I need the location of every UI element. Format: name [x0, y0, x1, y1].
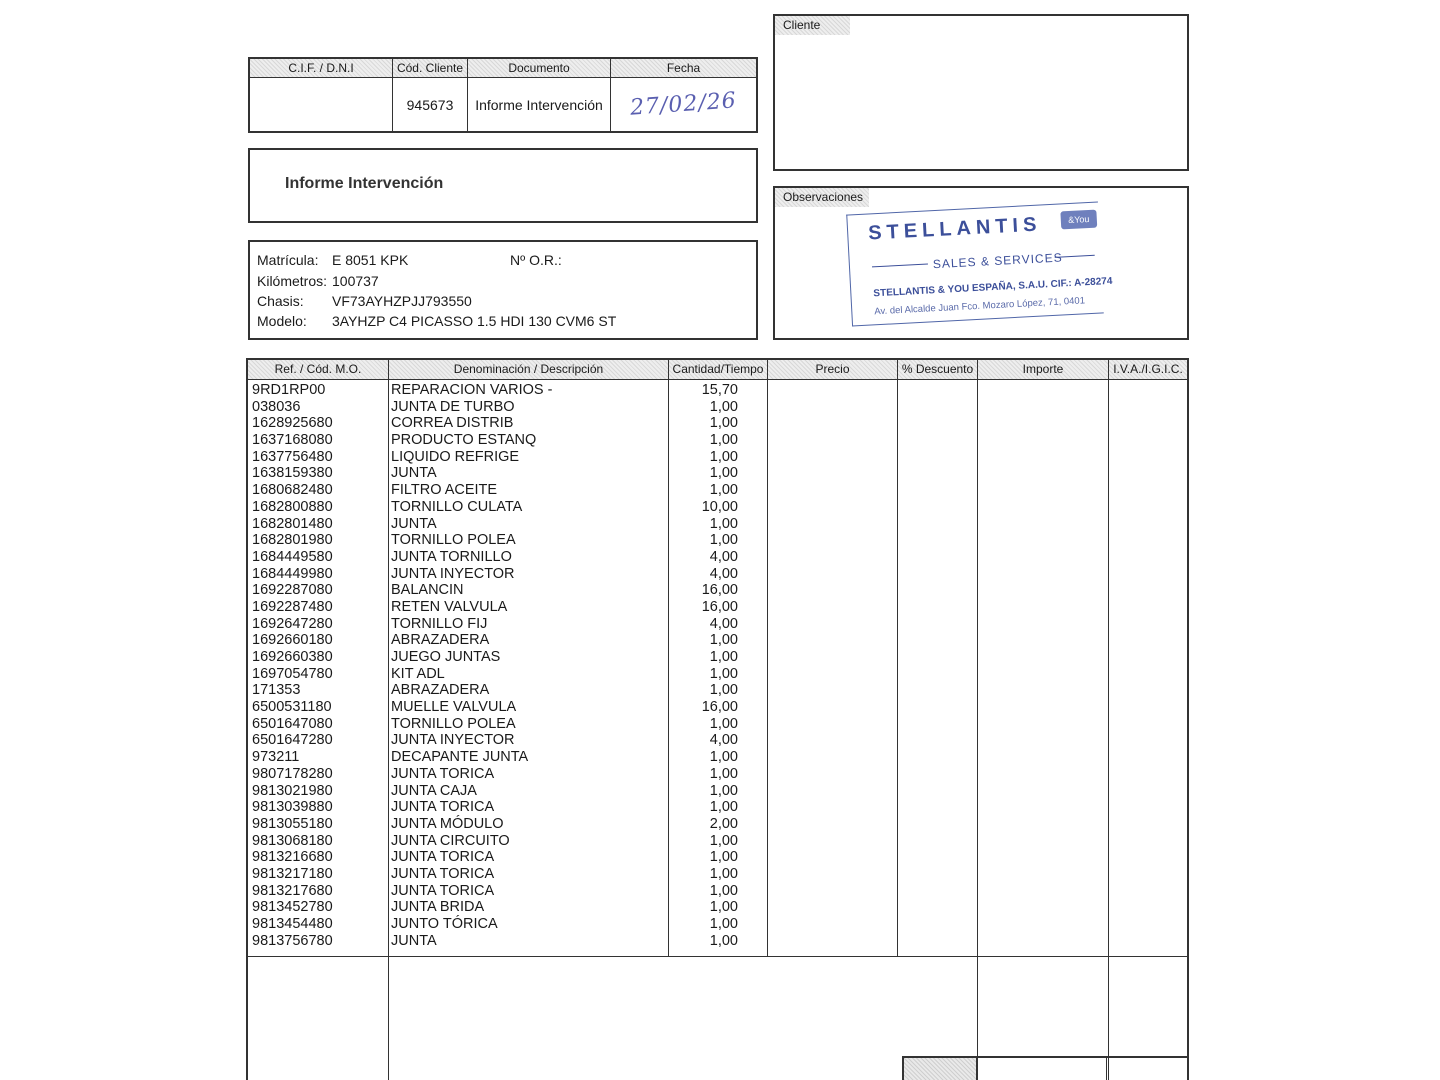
- item-ref: 171353: [252, 682, 301, 699]
- item-quantity: 1,00: [709, 849, 738, 866]
- item-ref: 9813216680: [252, 849, 333, 866]
- item-quantity: 1,00: [709, 482, 738, 499]
- client-box: [773, 14, 1189, 171]
- item-ref: 1684449580: [252, 548, 333, 565]
- chassis-value: VF73AYHZPJJ793550: [332, 293, 472, 309]
- document-title: Informe Intervención: [285, 175, 444, 192]
- item-description: PRODUCTO ESTANQ: [391, 432, 537, 449]
- item-ref: 1697054780: [252, 665, 333, 682]
- plate-row: [257, 252, 408, 268]
- plate-value: E 8051 KPK: [332, 252, 409, 268]
- item-quantity: 1,00: [709, 932, 738, 949]
- item-ref: 9813756780: [252, 932, 333, 949]
- client-label: Cliente: [775, 16, 850, 35]
- handwritten-date: 27/02/26: [629, 88, 738, 121]
- item-ref: 1692660180: [252, 632, 333, 649]
- col-header-description: Denominación / Descripción: [389, 360, 669, 380]
- item-description: TORNILLO CULATA: [391, 498, 523, 515]
- item-quantity: 4,00: [709, 565, 738, 582]
- item-ref: 1637756480: [252, 448, 333, 465]
- km-value: 100737: [332, 273, 379, 289]
- item-quantity: 1,00: [709, 782, 738, 799]
- document-value: Informe Intervención: [475, 96, 603, 113]
- col-header-amount: Importe: [978, 360, 1109, 380]
- item-ref: 973211: [252, 749, 300, 766]
- item-description: BALANCIN: [391, 582, 464, 599]
- col-divider: [388, 360, 389, 1080]
- chassis-row: [257, 293, 472, 309]
- item-quantity: 16,00: [701, 582, 738, 599]
- item-description: MUELLE VALVULA: [391, 699, 517, 716]
- item-quantity: 1,00: [709, 448, 738, 465]
- item-quantity: 1,00: [709, 632, 738, 649]
- item-quantity: 4,00: [709, 548, 738, 565]
- items-bottom-rule: [248, 956, 1187, 957]
- col-divider: [1108, 360, 1109, 1080]
- col-header-quantity: Cantidad/Tiempo: [669, 360, 768, 380]
- item-ref: 9RD1RP00: [252, 382, 326, 398]
- item-description: LIQUIDO REFRIGE: [391, 448, 520, 465]
- observations-label: Observaciones: [775, 188, 869, 207]
- or-label: Nº O.R.:: [510, 252, 562, 268]
- item-ref: 1680682480: [252, 482, 333, 499]
- chassis-label: Chasis:: [257, 293, 304, 309]
- item-ref: 9813055180: [252, 815, 333, 832]
- col-header-tax: I.V.A./I.G.I.C.: [1109, 360, 1187, 380]
- item-ref: 9813021980: [252, 782, 333, 799]
- company-stamp: [846, 201, 1113, 326]
- stamp-badge: &You: [1060, 210, 1097, 230]
- item-quantity: 1,00: [709, 432, 738, 449]
- item-ref: 1682801480: [252, 515, 333, 532]
- col-divider: [897, 360, 898, 957]
- item-quantity: 16,00: [701, 598, 738, 615]
- item-description: JUNTA INYECTOR: [391, 565, 515, 582]
- plate-label: Matrícula:: [257, 252, 319, 268]
- item-ref: 6500531180: [252, 699, 332, 716]
- stamp-rule-left: [872, 263, 928, 267]
- item-ref: 6501647080: [252, 715, 333, 732]
- document-header-table: [248, 57, 758, 133]
- item-ref: 9813068180: [252, 832, 333, 849]
- item-description: JUNTA CAJA: [391, 782, 477, 799]
- item-quantity: 1,00: [709, 415, 738, 432]
- item-description: CORREA DISTRIB: [391, 415, 514, 432]
- cif-header: C.I.F. / D.N.I: [250, 59, 392, 78]
- item-description: JUNTA INYECTOR: [391, 732, 515, 749]
- item-description: JUNTA: [391, 932, 437, 949]
- item-quantity: 1,00: [709, 665, 738, 682]
- item-quantity: 1,00: [709, 398, 738, 415]
- item-quantity: 1,00: [709, 515, 738, 532]
- items-table: [246, 358, 1189, 1080]
- item-quantity: 1,00: [709, 832, 738, 849]
- item-ref: 1692647280: [252, 615, 333, 632]
- model-label: Modelo:: [257, 313, 307, 329]
- document-title-box: [248, 148, 758, 223]
- item-quantity: 1,00: [709, 649, 738, 665]
- item-description: JUNTA MÓDULO: [391, 815, 504, 832]
- or-row: [510, 252, 562, 268]
- item-quantity: 1,00: [709, 882, 738, 899]
- client-code-value: 945673: [406, 96, 454, 113]
- item-quantity: 2,00: [709, 815, 738, 832]
- item-description: JUNTO TÓRICA: [391, 916, 498, 932]
- item-description: JUNTA: [391, 465, 437, 482]
- item-description: JUNTA TORNILLO: [391, 548, 512, 565]
- item-ref: 1692287480: [252, 598, 333, 615]
- item-description: DECAPANTE JUNTA: [391, 749, 529, 766]
- item-quantity: 1,00: [709, 682, 738, 699]
- col-divider: [977, 360, 978, 1080]
- observations-box: [773, 186, 1189, 340]
- item-description: RETEN VALVULA: [391, 598, 508, 615]
- item-quantity: 4,00: [709, 732, 738, 749]
- col-divider: [767, 360, 768, 957]
- item-ref: 1692287080: [252, 582, 333, 599]
- totals-tax-cell: [1107, 1058, 1187, 1080]
- totals-amount-cell: [977, 1058, 1107, 1080]
- item-quantity: 1,00: [709, 715, 738, 732]
- item-description: JUNTA BRIDA: [391, 899, 485, 916]
- document-header: Documento: [468, 59, 610, 78]
- item-description: ABRAZADERA: [391, 632, 490, 649]
- item-description: TORNILLO POLEA: [391, 532, 516, 549]
- date-header: Fecha: [611, 59, 756, 78]
- item-quantity: 1,00: [709, 899, 738, 916]
- item-description: JUNTA TORICA: [391, 765, 495, 782]
- stamp-brand: STELLANTIS: [867, 213, 1042, 245]
- model-row: [257, 313, 616, 329]
- item-ref: 9813039880: [252, 799, 333, 816]
- col-header-price: Precio: [768, 360, 898, 380]
- cif-column: [250, 59, 393, 131]
- item-ref: 9813454480: [252, 916, 333, 932]
- stamp-address-line: Av. del Alcalde Juan Fco. Mozaro López, 71, 0401: [874, 295, 1086, 318]
- item-quantity: 1,00: [709, 916, 738, 932]
- date-column: [611, 59, 756, 131]
- km-label: Kilómetros:: [257, 273, 328, 289]
- item-description: JUNTA TORICA: [391, 849, 495, 866]
- item-quantity: 1,00: [709, 799, 738, 816]
- item-ref: 9813452780: [252, 899, 333, 916]
- date-value: [611, 78, 756, 131]
- item-description: FILTRO ACEITE: [391, 482, 498, 499]
- item-ref: 1682801980: [252, 532, 333, 549]
- item-description: JUNTA CIRCUITO: [391, 832, 510, 849]
- item-quantity: 1,00: [709, 532, 738, 549]
- item-ref: 6501647280: [252, 732, 333, 749]
- km-row: [257, 273, 379, 289]
- totals-bar: [902, 1056, 1187, 1080]
- item-ref: 1684449980: [252, 565, 333, 582]
- item-description: ABRAZADERA: [391, 682, 490, 699]
- model-value: 3AYHZP C4 PICASSO 1.5 HDI 130 CVM6 ST: [332, 313, 617, 329]
- item-quantity: 15,70: [701, 382, 738, 398]
- vehicle-info-box: [248, 240, 758, 340]
- item-quantity: 1,00: [709, 865, 738, 882]
- item-ref: 9807178280: [252, 765, 333, 782]
- item-quantity: 1,00: [709, 749, 738, 766]
- item-ref: 1682800880: [252, 498, 333, 515]
- item-quantity: 1,00: [709, 465, 738, 482]
- totals-label-cell: [902, 1058, 977, 1080]
- item-description: JUNTA DE TURBO: [391, 398, 515, 415]
- item-description: TORNILLO POLEA: [391, 715, 516, 732]
- stamp-company-line: STELLANTIS & YOU ESPAÑA, S.A.U. CIF.: A-28274: [873, 275, 1113, 300]
- item-description: JUNTA: [391, 515, 437, 532]
- item-ref: 9813217180: [252, 865, 333, 882]
- item-ref: 1637168080: [252, 432, 333, 449]
- item-ref: 038036: [252, 398, 301, 415]
- item-quantity: 10,00: [701, 498, 738, 515]
- item-description: JUNTA TORICA: [391, 799, 495, 816]
- item-description: KIT ADL: [391, 665, 445, 682]
- item-ref: 9813217680: [252, 882, 333, 899]
- item-ref: 1638159380: [252, 465, 333, 482]
- col-header-discount: % Descuento: [898, 360, 978, 380]
- col-header-ref: Ref. / Cód. M.O.: [248, 360, 389, 380]
- item-description: REPARACION VARIOS -: [391, 382, 553, 398]
- item-quantity: 1,00: [709, 765, 738, 782]
- item-description: JUEGO JUNTAS: [391, 649, 501, 665]
- client-code-column: [393, 59, 468, 131]
- stamp-subtitle: SALES & SERVICES: [932, 250, 1063, 272]
- document-column: [468, 59, 611, 131]
- item-description: JUNTA TORICA: [391, 865, 495, 882]
- item-quantity: 16,00: [701, 699, 738, 716]
- client-code-header: Cód. Cliente: [393, 59, 467, 78]
- item-ref: 1692660380: [252, 649, 333, 665]
- item-ref: 1628925680: [252, 415, 333, 432]
- item-description: JUNTA TORICA: [391, 882, 495, 899]
- item-description: TORNILLO FIJ: [391, 615, 488, 632]
- cif-value: [250, 78, 392, 131]
- item-quantity: 4,00: [709, 615, 738, 632]
